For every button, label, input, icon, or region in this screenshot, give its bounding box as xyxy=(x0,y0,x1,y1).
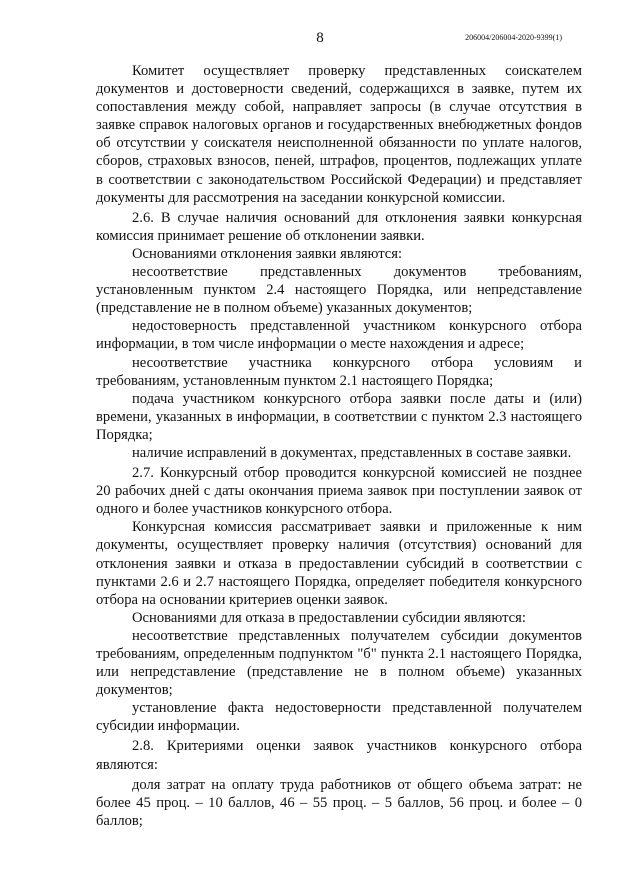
paragraph-2-6: 2.6. В случае наличия оснований для отклонения заявки конкурсная комиссия принимает решение об отклонении заявки. xyxy=(96,209,582,244)
paragraph-committee-check: Комитет осуществляет проверку представленных соискателем документов и достоверности сведений, содержащихся в заявке, путем их сопоставления между собой, направляет запросы (в случае отсутствия в заявке справок налоговых органов и государственных внебюджетных фондов об отсутствии у соискателя неисполненной обязанности по уплате налогов, сборов, страховых взносов, пеней, штрафов, процентов, подлежащих уплате в соответствии с законодательством Российской Федерации) и представляет документы для рассмотрения на заседании конкурсной комиссии. xyxy=(96,63,582,206)
document-body xyxy=(96,62,582,830)
paragraph-2-8: 2.8. Критериями оценки заявок участников конкурсного отбора являются: xyxy=(96,738,582,773)
paragraph-commission-review: Конкурсная комиссия рассматривает заявки и приложенные к ним документы, осуществляет проверку наличия (отсутствия) оснований для отклонения заявки и отказа в предоставлении субсидий в соответствии с пунктами 2.6 и 2.7 настоящего Порядка, определяет победителя конкурсного отбора на основании критериев оценки заявок. xyxy=(96,519,582,608)
paragraph-criterion-labor-costs: доля затрат на оплату труда работников от общего объема затрат: не более 45 проц. – 10 баллов, 46 – 55 проц. – 5 баллов, 56 проц. и более – 0 баллов; xyxy=(96,776,582,829)
paragraph-rejection-ground-5: наличие исправлений в документах, представленных в составе заявки. xyxy=(132,444,572,461)
paragraph-2-7: 2.7. Конкурсный отбор проводится конкурсной комиссией не позднее 20 рабочих дней с даты окончания приема заявок при поступлении заявок от одного и более участников конкурсного отбора. xyxy=(96,465,582,518)
page-number: 8 xyxy=(316,30,324,46)
paragraph-rejection-ground-2: недостоверность представленной участником конкурсного отбора информации, в том числе информации о месте нахождения и адресе; xyxy=(96,318,582,353)
paragraph-rejection-ground-4: подача участником конкурсного отбора заявки после даты и (или) времени, указанных в информации, в соответствии с пунктом 2.3 настоящего Порядка; xyxy=(96,390,582,443)
paragraph-rejection-ground-1: несоответствие представленных документов требованиям, установленным пунктом 2.4 настоящего Порядка, или непредставление (представление не в полном объеме) указанных документов; xyxy=(96,264,582,317)
paragraph-rejection-ground-3: несоответствие участника конкурсного отбора условиям и требованиям, установленным пунктом 2.1 настоящего Порядка; xyxy=(96,354,582,389)
paragraph-refusal-grounds-heading: Основаниями для отказа в предоставлении субсидии являются: xyxy=(132,609,526,626)
paragraph-refusal-ground-1: несоответствие представленных получателем субсидии документов требованиям, определенным подпунктом "б" пункта 2.1 настоящего Порядка, или непредставление (представление не в полном объеме) указанных документов; xyxy=(96,627,582,699)
paragraph-rejection-grounds-heading: Основаниями отклонения заявки являются: xyxy=(132,245,403,262)
paragraph-refusal-ground-2: установление факта недостоверности представленной получателем субсидии информации. xyxy=(96,700,582,735)
document-id: 206004/206004-2020-9399(1) xyxy=(465,33,562,42)
